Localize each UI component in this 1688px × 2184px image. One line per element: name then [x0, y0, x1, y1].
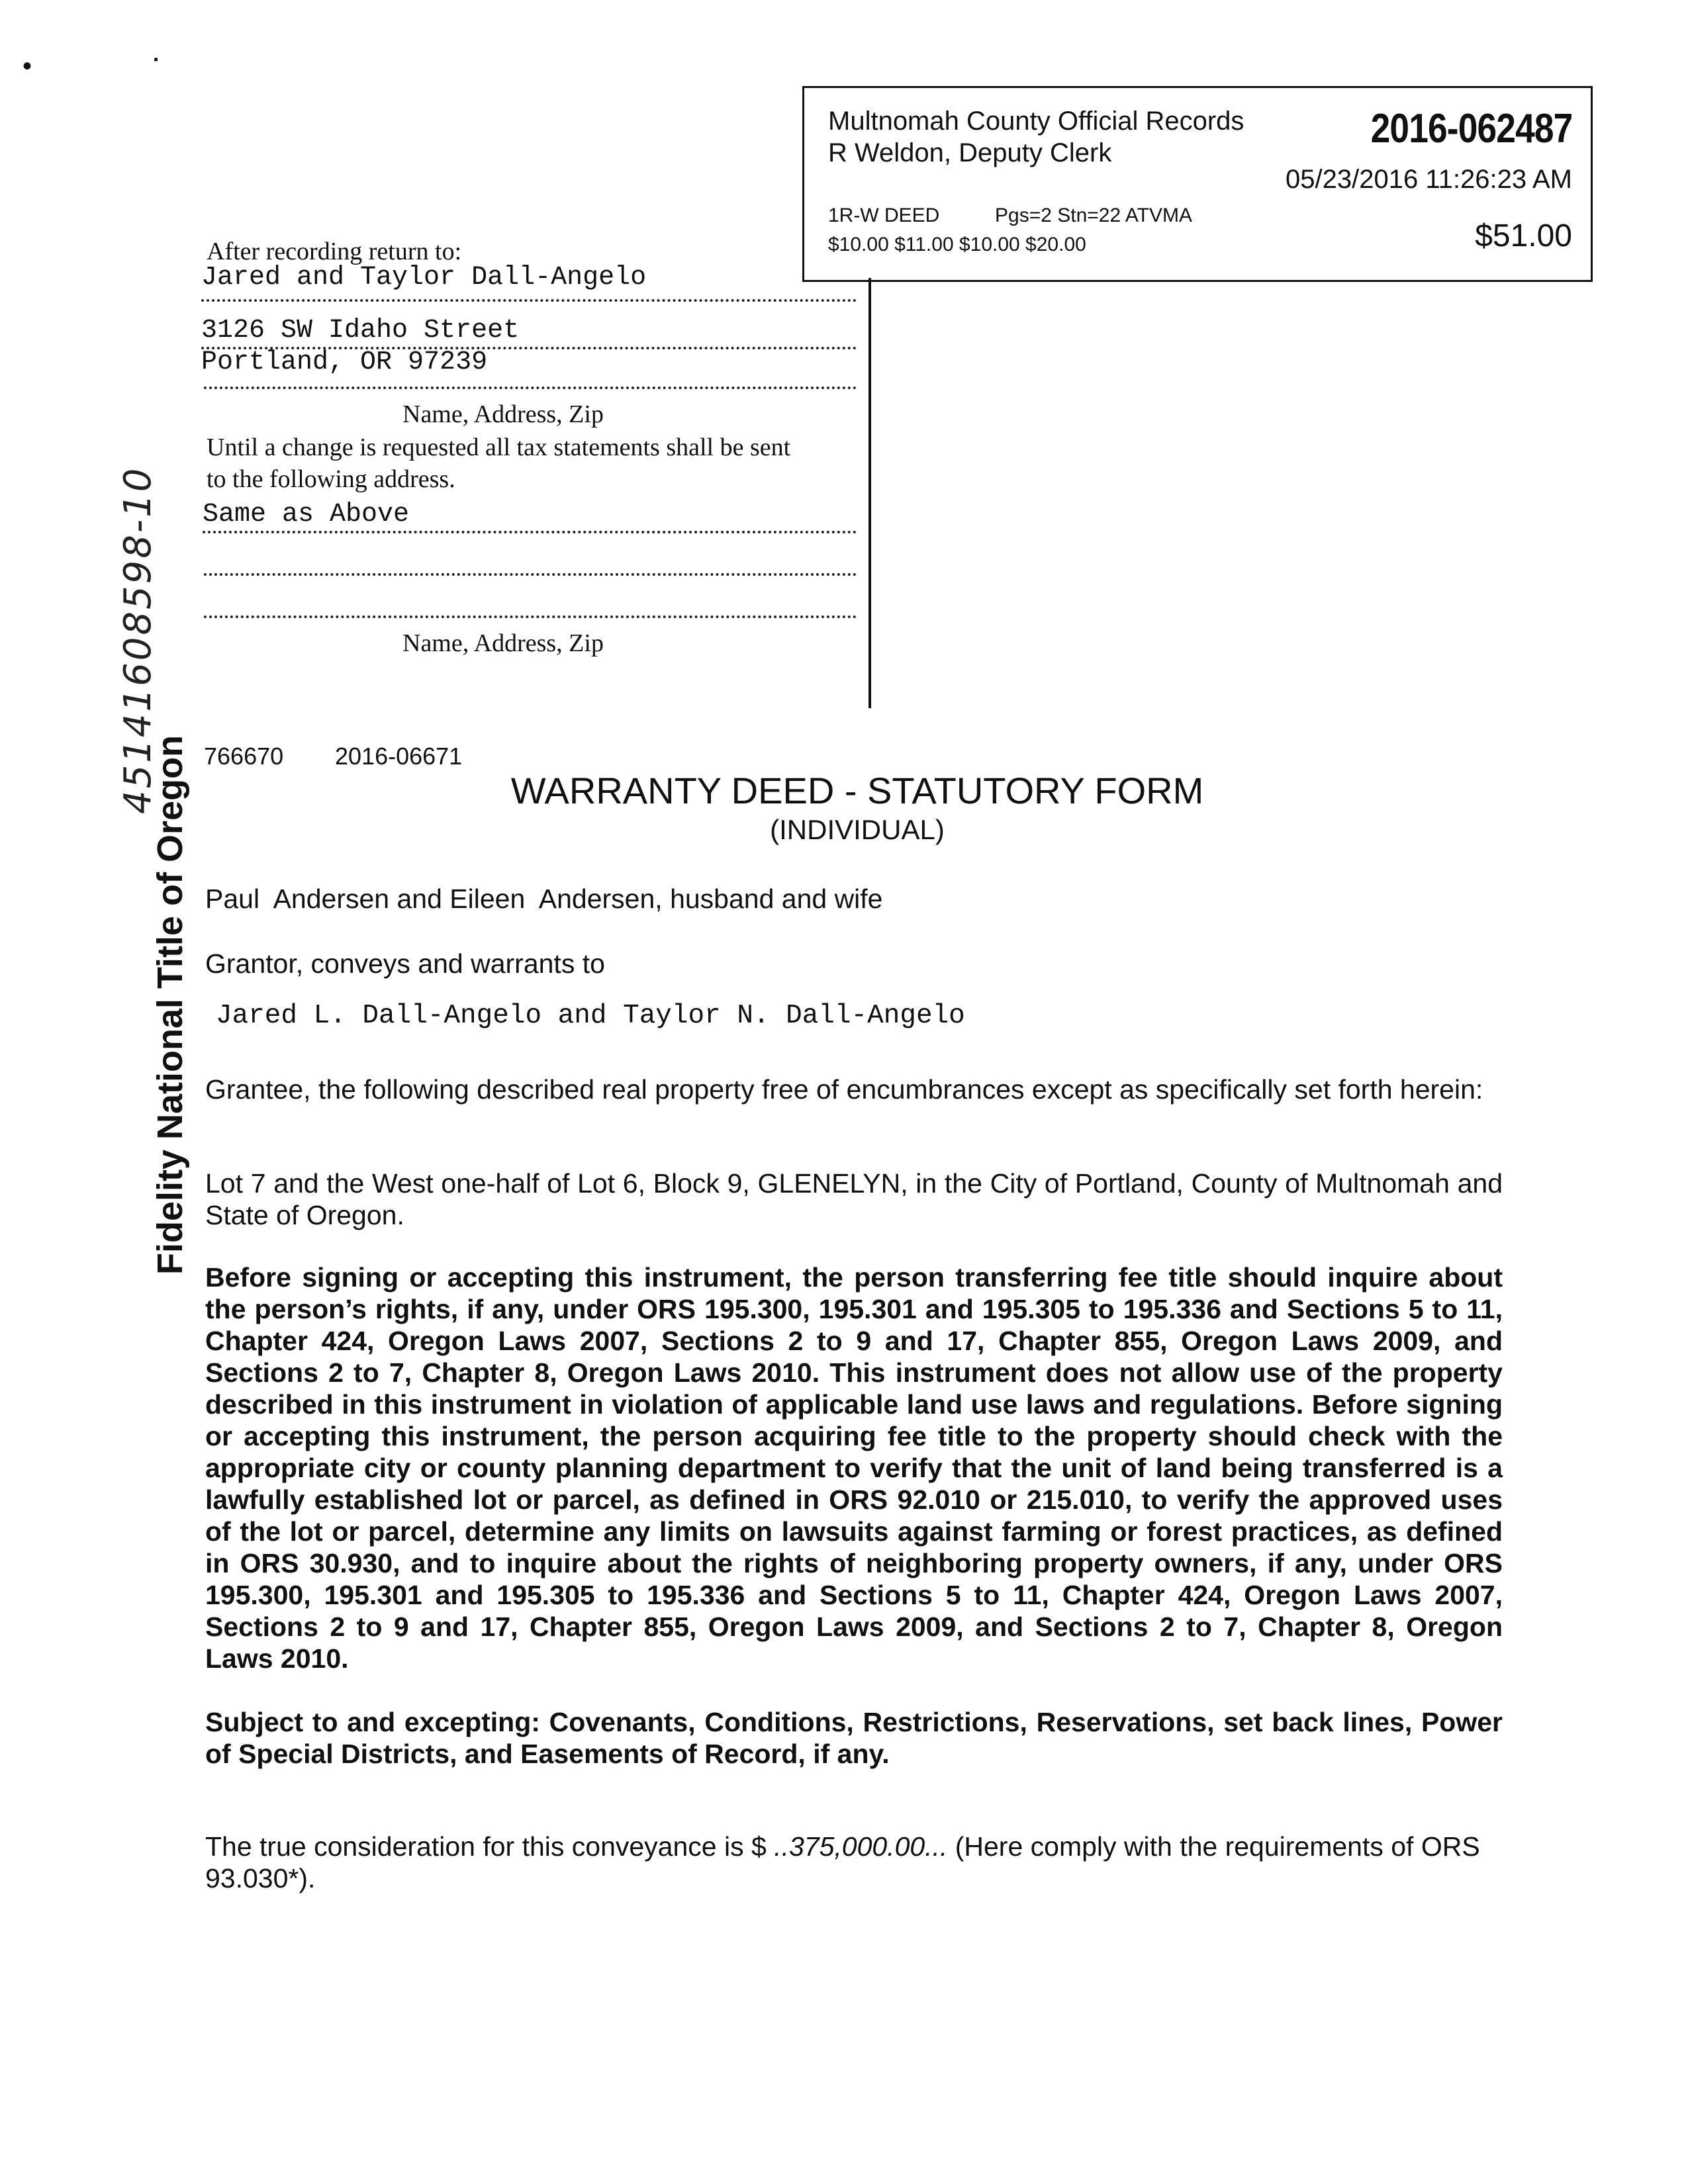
return-line-1: Jared and Taylor Dall-Angelo: [201, 262, 857, 302]
stamp-pages: Pgs=2 Stn=22 ATVMA: [995, 205, 1192, 226]
legal-description: Lot 7 and the West one-half of Lot 6, Block 9, GLENELYN, in the City of Portland, County of Multnomah and State of Oregon.: [205, 1168, 1503, 1230]
deed-title: WARRANTY DEED - STATUTORY FORM: [510, 770, 1204, 811]
deed-ref-1: 766670: [204, 743, 284, 770]
consideration-suffix: (Here comply with the requirements of ORS 93.030*).: [205, 1831, 1488, 1893]
stamp-doc-number: 2016-062487: [1370, 106, 1572, 152]
tax-line-1: Same as Above: [203, 499, 857, 533]
scan-tick: ▪: [154, 52, 159, 67]
deed-ref-2: 2016-06671: [335, 743, 463, 770]
return-line-2: 3126 SW Idaho Street: [201, 315, 857, 349]
return-caption: Name, Address, Zip: [402, 400, 604, 428]
sidebar-company: Fidelity National Title of Oregon: [150, 735, 190, 1275]
return-heading: After recording return to:: [207, 238, 462, 265]
tax-blank-line-2: [204, 615, 857, 618]
stamp-doc-type: 1R-W DEED: [828, 205, 940, 226]
stamp-clerk: R Weldon, Deputy Clerk: [828, 138, 1112, 167]
exceptions: Subject to and excepting: Covenants, Conditions, Restrictions, Reservations, set back lines, Power of Special Districts, and Easements of Record, if any.: [205, 1707, 1503, 1769]
consideration-prefix: The true consideration for this conveyance is $: [205, 1831, 774, 1862]
grantee-clause: Grantee, the following described real property free of encumbrances except as specifically set forth herein:: [205, 1074, 1483, 1105]
tax-blank-line-1: [204, 573, 857, 576]
tax-heading-2: to the following address.: [207, 465, 455, 493]
grantor: Paul Andersen and Eileen Andersen, husband and wife: [205, 884, 883, 914]
stamp-fees: $10.00 $11.00 $10.00 $20.00: [828, 234, 1086, 255]
statutory-notice: Before signing or accepting this instrument, the person transferring fee title should inquire about the person’s rights, if any, under ORS 195.300, 195.301 and 195.305 to 195.336 and Sections 5 to 11, Chapter 424, Oregon Laws 2007, Sections 2 to 9 and 17, Chapter 855, Oregon Laws 2009, and Sections 2 to 7, Chapter 8, Oregon Laws 2010. This instrument does not allow use of the property described in this instrument in violation of applicable land use laws and regulations. Before signing or accepting this instrument, the person acquiring fee title to the property should check with the appropriate city or county planning department to verify that the unit of land being transferred is a lawfully established lot or parcel, as defined in ORS 92.010 or 215.010, to verify the approved uses of the lot or parcel, determine any limits on lawsuits against farming or forest practices, as defined in ORS 30.930, and to inquire about the rights of neighboring property owners, if any, under ORS 195.300, 195.301 and 195.305 to 195.336 and Sections 5 to 11, Chapter 424, Oregon Laws 2007, Sections 2 to 9 and 17, Chapter 855, Oregon Laws 2009, and Sections 2 to 7, Chapter 8, Oregon Laws 2010.: [205, 1262, 1503, 1674]
return-line-3: Portland, OR 97239: [201, 347, 488, 377]
grantee: Jared L. Dall-Angelo and Taylor N. Dall-Angelo: [216, 1001, 965, 1031]
grantor-clause: Grantor, conveys and warrants to: [205, 948, 605, 979]
recording-stamp: [802, 86, 1593, 282]
divider: [868, 278, 871, 708]
stamp-total: $51.00: [1475, 218, 1572, 253]
consideration: [205, 1831, 1503, 1894]
stamp-office: Multnomah County Official Records: [828, 107, 1244, 136]
stamp-datetime: 05/23/2016 11:26:23 AM: [1286, 165, 1572, 194]
return-blank-line: [204, 387, 857, 389]
tax-caption: Name, Address, Zip: [402, 629, 604, 657]
tax-heading-1: Until a change is requested all tax statements shall be sent: [207, 433, 791, 461]
scan-dot: •: [23, 52, 32, 81]
sidebar-handwritten-ref: 45141608598-10: [117, 466, 160, 814]
consideration-amount: ..375,000.00...: [774, 1831, 948, 1862]
deed-subtitle: (INDIVIDUAL): [770, 814, 945, 845]
